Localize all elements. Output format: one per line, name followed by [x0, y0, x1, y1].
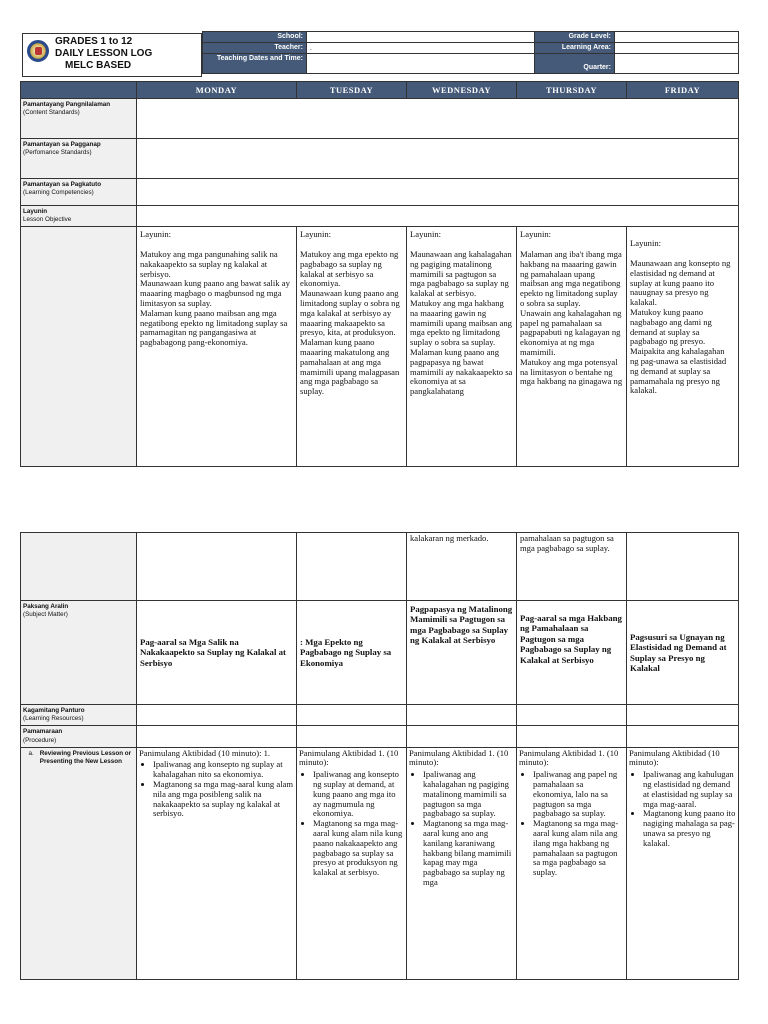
lesson-objective-cell[interactable] — [137, 206, 739, 227]
content-standards-label: Pamantayang Pangnilalaman (Content Standards) — [21, 99, 137, 139]
content-standards-cell[interactable] — [137, 99, 739, 139]
procedure-tuesday[interactable]: Panimulang Aktibidad 1. (10 minuto): • Ipaliwanag ang konsepto ng suplay at demand, at kung paano ang mga ito ay nagmumula ng ekonomiya. • Magtanong sa mga mag-aaral kung alam nila kung paano nakakaapekto ang pagbabago sa suplay sa presyo at produksyon ng kalakal at serbisyo. — [297, 747, 407, 979]
objective-cont-monday[interactable] — [137, 533, 297, 601]
quarter-label: Quarter: — [535, 54, 615, 74]
day-header-tuesday: TUESDAY — [297, 82, 407, 99]
grade-level-field[interactable] — [615, 32, 739, 43]
grade-level-label: Grade Level: — [535, 32, 615, 43]
procedure-wednesday-blank[interactable] — [407, 726, 517, 747]
day-header-thursday: THURSDAY — [517, 82, 627, 99]
objective-cont-friday[interactable] — [627, 533, 739, 601]
procedure-monday[interactable]: Panimulang Aktibidad (10 minuto): 1. • Ipaliwanag ang konsepto ng suplay at kahalagahan nito sa ekonomiya. • Magtanong sa mga mag-aaral kung alam nila ang mga posibleng salik na nakakaapekto sa suplay ng kalakal at serbisyo. — [137, 747, 297, 979]
objectives-cont-label — [21, 533, 137, 601]
teaching-dates-field[interactable] — [307, 54, 535, 74]
lesson-objective-label: Layunin Lesson Objective — [21, 206, 137, 227]
procedure-wednesday[interactable]: Panimulang Aktibidad 1. (10 minuto): • Ipaliwanag ang kahalagahan ng pagiging matalinong mamimili sa pagtugon sa mga pagbabago sa suplay. • Magtanong sa mga mag-aaral kung ano ang kanilang karaniwang hakbang bilang mamimili kapag may mga pagbabago sa suplay ng mga — [407, 747, 517, 979]
resources-friday[interactable] — [627, 705, 739, 726]
performance-standards-label: Pamantayan sa Pagganap (Perfomance Standards) — [21, 139, 137, 179]
performance-standards-cell[interactable] — [137, 139, 739, 179]
teacher-label: Teacher: — [203, 43, 307, 54]
lesson-table-page1 — [20, 81, 739, 467]
lesson-table-page2 — [20, 532, 739, 980]
resources-tuesday[interactable] — [297, 705, 407, 726]
learning-competencies-label: Pamantayan sa Pagkatuto (Learning Competencies) — [21, 179, 137, 206]
procedure-monday-blank[interactable] — [137, 726, 297, 747]
corner-cell — [21, 82, 137, 99]
teacher-field[interactable]: . — [307, 43, 535, 54]
resources-wednesday[interactable] — [407, 705, 517, 726]
school-label: School: — [203, 32, 307, 43]
procedure-tuesday-blank[interactable] — [297, 726, 407, 747]
procedure-friday-blank[interactable] — [627, 726, 739, 747]
objective-cont-wednesday[interactable]: kalakaran ng merkado. — [407, 533, 517, 601]
header-logo-box — [22, 33, 202, 77]
objectives-blank-label — [21, 227, 137, 467]
learning-area-label: Learning Area: — [535, 43, 615, 54]
learning-resources-label: Kagamitang Panturo (Learning Resources) — [21, 705, 137, 726]
header-info-table — [202, 31, 739, 74]
objective-cont-thursday[interactable]: pamahalaan sa pagtugon sa mga pagbabago sa suplay. — [517, 533, 627, 601]
resources-thursday[interactable] — [517, 705, 627, 726]
school-field[interactable] — [307, 32, 535, 43]
resources-monday[interactable] — [137, 705, 297, 726]
day-header-friday: FRIDAY — [627, 82, 739, 99]
subject-monday[interactable]: Pag-aaral sa Mga Salik na Nakakaapekto sa Suplay ng Kalakal at Serbisyo — [137, 601, 297, 705]
day-header-wednesday: WEDNESDAY — [407, 82, 517, 99]
objective-cont-tuesday[interactable] — [297, 533, 407, 601]
deped-seal-icon — [27, 40, 49, 62]
subject-wednesday[interactable]: Pagpapasya ng Matalinong Mamimili sa Pagtugon sa mga Pagbabago sa Suplay ng Kalakal at Serbisyo — [407, 601, 517, 705]
procedure-label: Pamamaraan (Procedure) — [21, 726, 137, 747]
subject-matter-label: Paksang Aralin (Subject Matter) — [21, 601, 137, 705]
learning-competencies-cell[interactable] — [137, 179, 739, 206]
learning-area-field[interactable] — [615, 43, 739, 54]
procedure-friday[interactable]: Panimulang Aktibidad (10 minuto): • Ipaliwanag ang kahulugan ng elastisidad ng demand at elastisidad ng suplay sa mga mag-aaral. • Magtanong kung paano ito nagiging mahalaga sa pag-unawa sa presyo ng kalakal. — [627, 747, 739, 979]
teaching-dates-label: Teaching Dates and Time: — [203, 54, 307, 74]
objective-wednesday[interactable]: Layunin: Maunawaan ang kahalagahan ng pagiging matalinong mamimili sa pagtugon sa mga pagbabago sa suplay ng kalakal at serbisyo. Matukoy ang mga hakbang na maaaring gawin ng mamimili upang maibsan ang mga epekto ng limitadong suplay o sobra sa suplay. Malaman kung paano ang pagpapasya ng bawat mamimili ay nakakaapekto sa ekonomiya at sa pangkalahatang — [407, 227, 517, 467]
quarter-field[interactable] — [615, 54, 739, 74]
day-header-monday: MONDAY — [137, 82, 297, 99]
procedure-thursday-blank[interactable] — [517, 726, 627, 747]
objective-friday[interactable]: Layunin: Maunawaan ang konsepto ng elastisidad ng demand at suplay at kung paano ito nauugnay sa presyo ng kalakal. Matukoy kung paano nagbabago ang dami ng demand at suplay sa pagbabago ng presyo. Maipakita ang kahalagahan ng pag-unawa sa elastisidad ng demand at suplay sa pamamahala ng presyo ng kalakal. — [627, 227, 739, 467]
subject-friday[interactable]: Pagsusuri sa Ugnayan ng Elastisidad ng Demand at Suplay sa Presyo ng Kalakal — [627, 601, 739, 705]
objective-tuesday[interactable]: Layunin: Matukoy ang mga epekto ng pagbabago sa suplay ng kalakal at serbisyo sa ekonomiya. Maunawaan kung paano ang limitadong suplay o sobra ng mga kalakal at serbisyo ay maaaring makaapekto sa presyo, kita, at produksyon. Malaman kung paano maaaring makatulong ang pamahalaan at ang mga mamimili upang malagpasan ang mga pagbabago sa suplay. — [297, 227, 407, 467]
objective-monday[interactable]: Layunin: Matukoy ang mga pangunahing salik na nakakaapekto sa suplay ng kalakal at serbisyo. Maunawaan kung paano ang bawat salik ay maaaring magbago o magbunsod ng mga limitasyon sa suplay. Malaman kung paano maibsan ang mga negatibong epekto ng limitadong suplay sa pamamagitan ng pangangasiwa at pagbabagong pang-ekonomiya. — [137, 227, 297, 467]
subject-tuesday[interactable]: : Mga Epekto ng Pagbabago ng Suplay sa Ekonomiya — [297, 601, 407, 705]
objective-thursday[interactable]: Layunin: Malaman ang iba't ibang mga hakbang na maaaring gawin ng pamahalaan upang maibsan ang mga negatibong epekto ng limitadong suplay o sobra sa suplay. Unawain ang kahalagahan ng papel ng pamahalaan sa pagpapabuti ng kalagayan ng ekonomiya at ng mga mamimili. Matukoy ang mga potensyal na limitasyon o bentahe ng mga hakbang na ginagawa ng — [517, 227, 627, 467]
subject-thursday[interactable]: Pag-aaral sa mga Hakbang ng Pamahalaan sa Pagtugon sa mga Pagbabago sa Suplay ng Kalakal at Serbisyo — [517, 601, 627, 705]
reviewing-previous-lesson-label: a. Reviewing Previous Lesson or Presenting the New Lesson — [21, 747, 137, 979]
procedure-thursday[interactable]: Panimulang Aktibidad 1. (10 minuto): • Ipaliwanag ang papel ng pamahalaan sa ekonomiya, lalo na sa pagtugon sa mga pagbabago sa suplay. • Magtanong sa mga mag-aaral kung alam nila ang ilang mga hakbang ng pamahalaan sa pagtugon sa mga pagbabago sa suplay. — [517, 747, 627, 979]
document-title: GRADES 1 to 12 DAILY LESSON LOG MELC BASED — [55, 36, 153, 71]
